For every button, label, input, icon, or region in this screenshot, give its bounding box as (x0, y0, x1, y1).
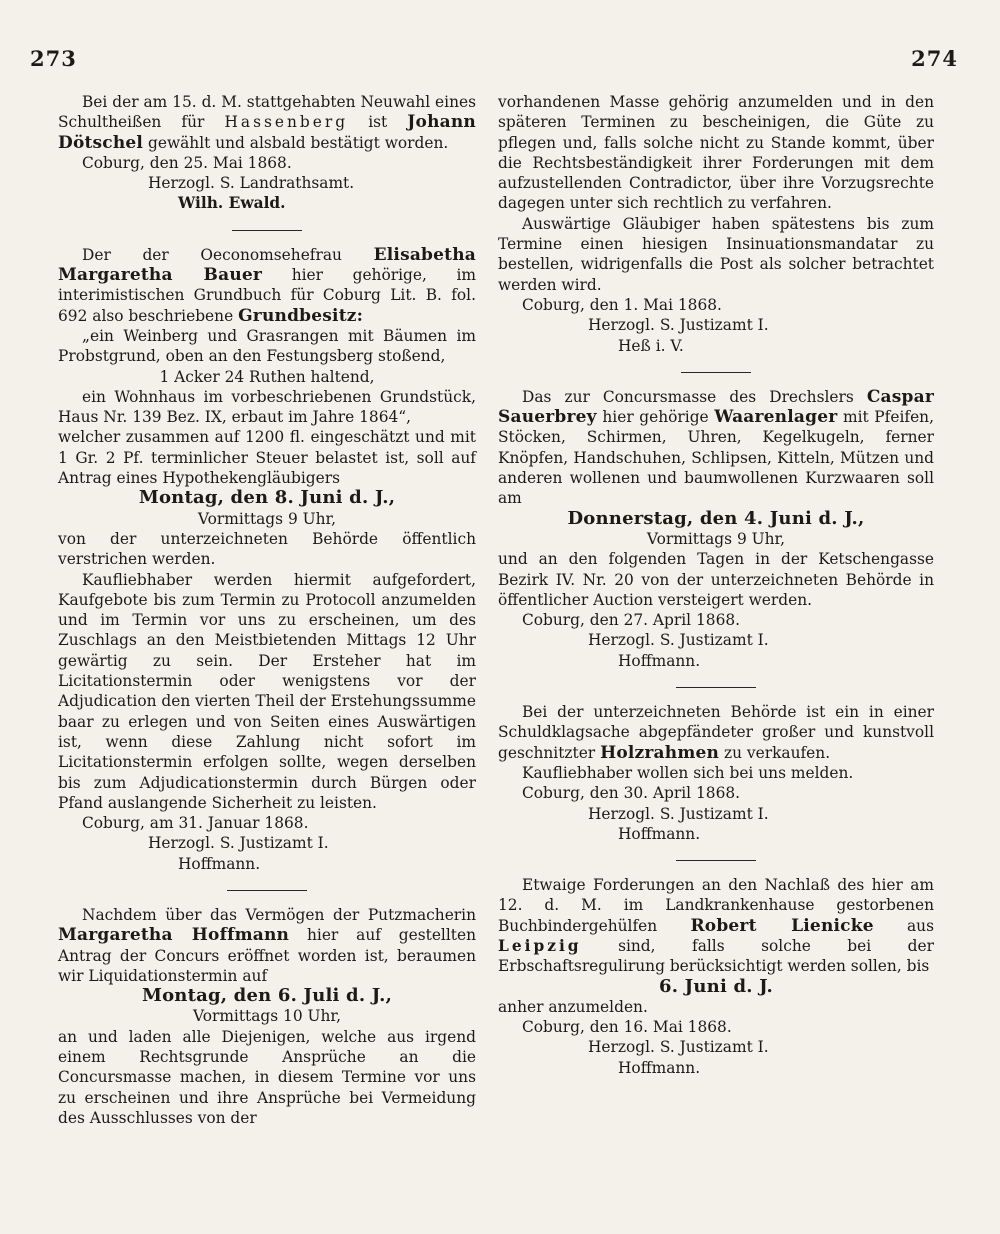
notice-text: hier gehörige (602, 408, 709, 427)
property-description: „ein Weinberg und Grasrangen mit Bäumen im Probstgrund, oben an den Festungsberg stoßend, (58, 326, 476, 366)
deadline-day: 6. Juni d. J. (659, 975, 773, 997)
notice-office: Herzogl. S. Justizamt I. (588, 631, 769, 650)
notice-text: sind, falls solche bei der Erbschaftsregulirung berücksichtigt werden sollen, bis (498, 936, 934, 976)
notice-text: Bei der am 15. d. M. stattgehabten Neuwahl eines Schultheißen für (58, 93, 476, 132)
notice-property-auction (58, 245, 476, 874)
notice-text: anher anzumelden. (498, 997, 648, 1016)
key-term: Waarenlager (714, 407, 838, 428)
divider (232, 230, 302, 231)
person-name: Robert Lienicke (690, 915, 874, 936)
notice-office: Herzogl. S. Justizamt I. (588, 316, 769, 335)
notice-date: Coburg, den 27. April 1868. (522, 611, 741, 630)
notice-date: Coburg, am 31. Januar 1868. (82, 814, 309, 833)
notice-text: vorhandenen Masse gehörig anzumelden und in den späteren Terminen zu bescheinigen, die Güte zu pflegen und, falls solche nicht zu Stande kommt, über die Rechtsbeständigkeit ihrer Forderungen mit dem aufzustellenden Contradictor, über ihre Vorzugsrechte dagegen unter sich rechtlich zu verfahren. (498, 93, 934, 213)
divider (227, 890, 307, 891)
notice-text: Kaufliebhaber werden hiermit aufgefordert, Kaufgebote bis zum Termin zu Protocoll anzumelden und im Termin vor uns zu erscheinen, um des Zuschlags an den Meistbietenden Mittags 12 Uhr gewärtig zu sein. Der Ersteher hat im Licitationstermin oder wenigstens vor der Adjudication den vierten Theil der Erstehungssumme baar zu erlegen und von Seiten eines Auswärtigen ist, wenn diese Zahlung nicht sofort im Licitationstermin erfolgen sollte, wegen derselben bis zum Adjudicationstermin durch Bürgen oder Pfand auslangende Sicherheit zu leisten. (58, 570, 476, 812)
notice-text: Kaufliebhaber wollen sich bei uns melden. (522, 763, 854, 782)
left-column (58, 92, 476, 1128)
key-term: Grundbesitz: (238, 305, 364, 326)
notice-signature: Hoffmann. (618, 824, 701, 843)
notice-concurs-hoffmann (58, 905, 476, 1128)
notice-text: Etwaige Forderungen an den Nachlaß des hier am 12. d. M. im Landkrankenhause gestorbenen Buchbindergehülfen (498, 876, 934, 935)
property-description: ein Wohnhaus im vorbeschriebenen Grundstück, Haus Nr. 139 Bez. IX, erbaut im Jahre 1864“, (58, 387, 476, 427)
liquidation-day: Montag, den 6. Juli d. J., (141, 985, 393, 1007)
person-name: Margaretha Hoffmann (58, 925, 290, 946)
person-name: Elisabetha Margaretha Bauer (58, 244, 476, 286)
auction-day: Montag, den 8. Juni d. J., (138, 487, 396, 509)
notice-signature: Wilh. Ewald. (178, 194, 286, 213)
notice-text: aus (906, 916, 934, 935)
page-number-left: 273 (30, 46, 77, 71)
notice-signature: Hoffmann. (618, 1058, 701, 1077)
notice-text: gewählt und alsbald bestätigt worden. (148, 133, 449, 152)
notice-schultheiss-election (58, 92, 476, 214)
right-column (498, 92, 934, 1078)
notice-text: Der der Oeconomsehefrau (82, 245, 342, 264)
notice-date: Coburg, den 25. Mai 1868. (82, 153, 292, 172)
notice-text: Das zur Concursmasse des Drechslers (522, 387, 854, 406)
notice-office: Herzogl. S. Justizamt I. (588, 804, 769, 823)
property-description: 1 Acker 24 Ruthen haltend, (159, 367, 375, 386)
notice-text: von der unterzeichneten Behörde öffentlich verstrichen werden. (58, 529, 476, 569)
notice-signature: Hoffmann. (178, 854, 261, 873)
notice-text: ist (368, 113, 388, 132)
notice-office: Herzogl. S. Landrathsamt. (148, 174, 355, 193)
notice-text: zu verkaufen. (724, 743, 831, 762)
notice-date: Coburg, den 1. Mai 1868. (522, 295, 722, 314)
divider (681, 372, 751, 373)
notice-text: mit Pfeifen, Stöcken, Schirmen, Uhren, Kegelkugeln, ferner Knöpfen, Handschuhen, Schlipsen, Kitteln, Mützen und anderen wollenen und baumwollenen Kurzwaaren soll am (498, 408, 934, 508)
notice-text: Auswärtige Gläubiger haben spätestens bis zum Termine einen hiesigen Insinuationsmandatar zu bestellen, widrigenfalls die Post als solcher betrachtet werden wird. (498, 214, 934, 294)
auction-time: Vormittags 9 Uhr, (197, 509, 337, 528)
notice-date: Coburg, den 16. Mai 1868. (522, 1018, 732, 1037)
notice-concurs-continuation (498, 92, 934, 356)
notice-text: Bei der unterzeichneten Behörde ist ein in einer Schuldklagsache abgepfändeter großer und kunstvoll geschnitzter (498, 703, 934, 762)
person-name: Caspar Sauerbrey (498, 386, 934, 428)
notice-text: hier gehörige, im interimistischen Grundbuch für Coburg Lit. B. fol. 692 also beschriebene (58, 266, 477, 325)
key-term: Holzrahmen (600, 742, 720, 763)
person-name: Johann Dötschel (58, 112, 476, 153)
place-name: Leipzig (498, 936, 582, 955)
notice-signature: Hoffmann. (618, 651, 701, 670)
place-name: Hassenberg (224, 113, 349, 132)
auction-day: Donnerstag, den 4. Juni d. J., (567, 507, 865, 529)
notice-goods-auction (498, 387, 934, 671)
notice-text: an und laden alle Diejenigen, welche aus irgend einem Rechtsgrunde Ansprüche an die Concursmasse machen, in diesem Termine vor uns zu erscheinen und ihre Ansprüche bei Vermeidung des Ausschlusses von der (58, 1027, 476, 1127)
notice-estate-claims (498, 875, 934, 1078)
auction-time: Vormittags 9 Uhr, (646, 529, 786, 548)
notice-text: hier auf gestellten Antrag der Concurs eröffnet worden ist, beraumen wir Liquidationstermin auf (58, 926, 476, 985)
notice-text: welcher zusammen auf 1200 fl. eingeschätzt und mit 1 Gr. 2 Pf. terminlicher Steuer belastet ist, soll auf Antrag eines Hypothekengläubigers (58, 428, 476, 488)
page-number-right: 274 (911, 46, 958, 71)
notice-signature: Heß i. V. (618, 336, 684, 355)
divider (676, 687, 756, 688)
notice-holzrahmen-sale (498, 702, 934, 844)
notice-text: und an den folgenden Tagen in der Ketschengasse Bezirk IV. Nr. 20 von der unterzeichneten Behörde in öffentlicher Auction versteigert werden. (498, 550, 934, 609)
notice-date: Coburg, den 30. April 1868. (522, 784, 741, 803)
notice-text: Nachdem über das Vermögen der Putzmacherin (82, 905, 476, 924)
divider (676, 860, 756, 861)
notice-office: Herzogl. S. Justizamt I. (588, 1038, 769, 1057)
liquidation-time: Vormittags 10 Uhr, (193, 1007, 341, 1026)
notice-office: Herzogl. S. Justizamt I. (148, 834, 329, 853)
